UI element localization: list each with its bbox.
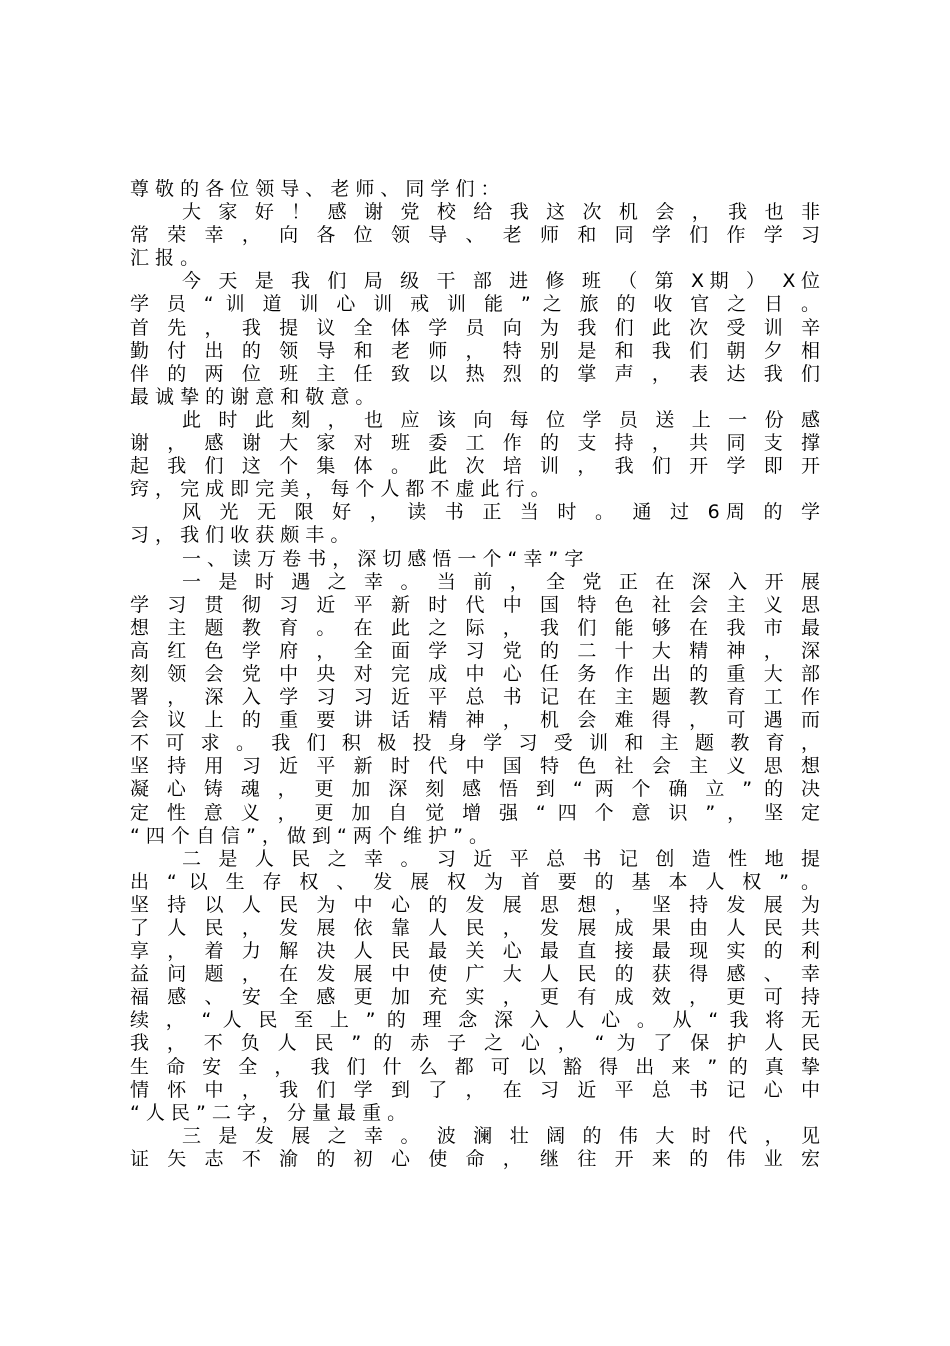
text-line: 证 矢 志 不 渝 的 初 心 使 命 ， 继 往 开 来 的 伟 业 宏 bbox=[130, 1147, 820, 1170]
text-line: 一 是 时 遇 之 幸 。 当 前 ， 全 党 正 在 深 入 开 展 bbox=[182, 570, 820, 593]
text-line: 益 问 题 ， 在 发 展 中 使 广 大 人 民 的 获 得 感 、 幸 bbox=[130, 963, 820, 986]
text-line: 凝 心 铸 魂 ， 更 加 深 刻 感 悟 到 “ 两 个 确 立 ” 的 决 bbox=[130, 778, 820, 801]
text-line: 高 红 色 学 府 ， 全 面 学 习 党 的 二 十 大 精 神 ， 深 bbox=[130, 639, 820, 662]
text-line: 习 ， 我 们 收 获 颇 丰 。 bbox=[130, 524, 350, 547]
text-line: 尊 敬 的 各 位 领 导 、 老 师 、 同 学 们 ： bbox=[130, 178, 500, 200]
text-line: 今 天 是 我 们 局 级 干 部 进 修 班 （ 第 X期 ） X位 bbox=[182, 270, 820, 293]
document-body bbox=[130, 178, 820, 1171]
text-line: 首 先 ， 我 提 议 全 体 学 员 向 为 我 们 此 次 受 训 辛 bbox=[130, 316, 820, 339]
text-line: 署 ， 深 入 学 习 习 近 平 总 书 记 在 主 题 教 育 工 作 bbox=[130, 686, 820, 709]
text-line: 伴 的 两 位 班 主 任 致 以 热 烈 的 掌 声 ， 表 达 我 们 bbox=[130, 362, 820, 385]
text-line: “ 四 个 自 信 ” ， 做 到 “ 两 个 维 护 ” 。 bbox=[130, 824, 488, 847]
text-line: 二 是 人 民 之 幸 。 习 近 平 总 书 记 创 造 性 地 提 bbox=[182, 847, 820, 870]
text-line: 享 ， 着 力 解 决 人 民 最 关 心 最 直 接 最 现 实 的 利 bbox=[130, 940, 820, 963]
text-line: 汇 报 。 bbox=[130, 247, 200, 270]
text-line: “ 人 民 ” 二 字 ， 分 量 最 重 。 bbox=[130, 1101, 407, 1124]
text-line: 续 ， “ 人 民 至 上 ” 的 理 念 深 入 人 心 。 从 “ 我 将 无 bbox=[130, 1009, 820, 1032]
text-line: 窍 ， 完 成 即 完 美 ， 每 个 人 都 不 虚 此 行 。 bbox=[130, 478, 550, 501]
text-line: 三 是 发 展 之 幸 。 波 澜 壮 阔 的 伟 大 时 代 ， 见 bbox=[182, 1124, 820, 1147]
text-line: 坚 持 用 习 近 平 新 时 代 中 国 特 色 社 会 主 义 思 想 bbox=[130, 755, 820, 778]
text-line: 最 诚 挚 的 谢 意 和 敬 意 。 bbox=[130, 385, 375, 408]
text-line: 福 感 、 安 全 感 更 加 充 实 ， 更 有 成 效 ， 更 可 持 bbox=[130, 986, 820, 1009]
text-line: 情 怀 中 ， 我 们 学 到 了 ， 在 习 近 平 总 书 记 心 中 bbox=[130, 1078, 820, 1101]
text-line: 不 可 求 。 我 们 积 极 投 身 学 习 受 训 和 主 题 教 育 ， bbox=[130, 732, 820, 755]
text-line: 刻 领 会 党 中 央 对 完 成 中 心 任 务 作 出 的 重 大 部 bbox=[130, 662, 820, 685]
text-line: 了 人 民 ， 发 展 依 靠 人 民 ， 发 展 成 果 由 人 民 共 bbox=[130, 917, 820, 939]
text-line: 我 ， 不 负 人 民 ” 的 赤 子 之 心 ， “ 为 了 保 护 人 民 bbox=[130, 1032, 820, 1055]
text-line: 勤 付 出 的 领 导 和 老 师 ， 特 别 是 和 我 们 朝 夕 相 bbox=[130, 339, 820, 362]
text-line: 常 荣 幸 ， 向 各 位 领 导 、 老 师 和 同 学 们 作 学 习 bbox=[130, 224, 820, 247]
text-line: 学 员 “ 训 道 训 心 训 戒 训 能 ” 之 旅 的 收 官 之 日 。 bbox=[130, 293, 820, 316]
text-line: 学 习 贯 彻 习 近 平 新 时 代 中 国 特 色 社 会 主 义 思 bbox=[130, 593, 820, 616]
text-line: 起 我 们 这 个 集 体 。 此 次 培 训 ， 我 们 开 学 即 开 bbox=[130, 455, 820, 478]
text-line: 风 光 无 限 好 ， 读 书 正 当 时 。 通 过 6周 的 学 bbox=[182, 501, 820, 524]
text-line: 生 命 安 全 ， 我 们 什 么 都 可 以 豁 得 出 来 ” 的 真 挚 bbox=[130, 1055, 820, 1078]
text-line: 谢 ， 感 谢 大 家 对 班 委 工 作 的 支 持 ， 共 同 支 撑 bbox=[130, 432, 820, 455]
text-line: 会 议 上 的 重 要 讲 话 精 神 ， 机 会 难 得 ， 可 遇 而 bbox=[130, 709, 820, 732]
text-line: 大 家 好 ！ 感 谢 党 校 给 我 这 次 机 会 ， 我 也 非 bbox=[182, 201, 820, 224]
text-line: 一 、 读 万 卷 书 ， 深 切 感 悟 一 个 “ 幸 ” 字 bbox=[182, 547, 584, 570]
text-line: 出 “ 以 生 存 权 、 发 展 权 为 首 要 的 基 本 人 权 ” 。 bbox=[130, 870, 820, 893]
text-line: 定 性 意 义 ， 更 加 自 觉 增 强 “ 四 个 意 识 ” ， 坚 定 bbox=[130, 801, 820, 824]
text-line: 此 时 此 刻 ， 也 应 该 向 每 位 学 员 送 上 一 份 感 bbox=[182, 408, 820, 431]
text-line: 坚 持 以 人 民 为 中 心 的 发 展 思 想 ， 坚 持 发 展 为 bbox=[130, 893, 820, 916]
text-line: 想 主 题 教 育 。 在 此 之 际 ， 我 们 能 够 在 我 市 最 bbox=[130, 616, 820, 639]
